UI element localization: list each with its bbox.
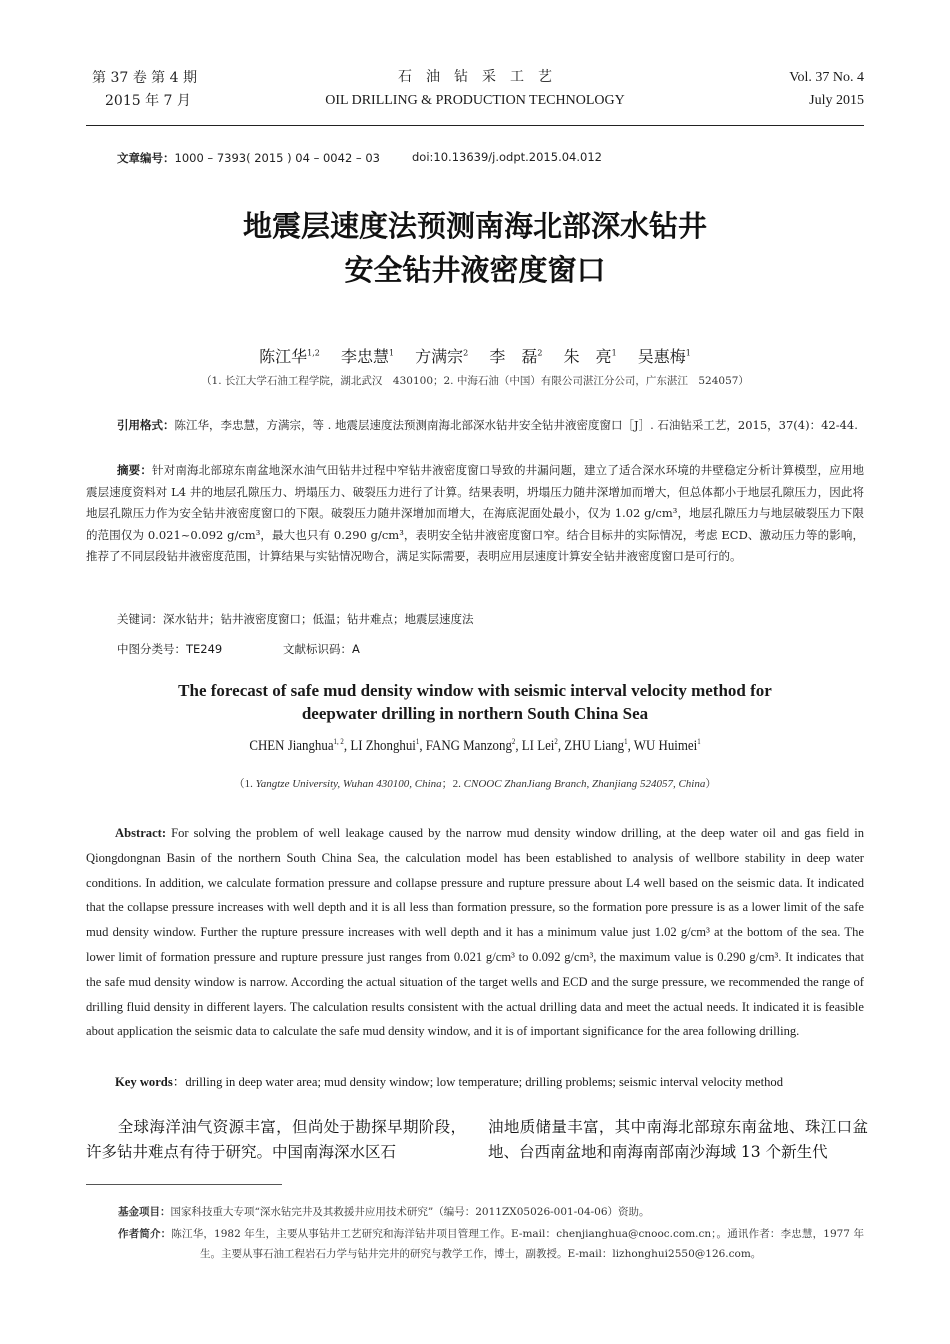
author-en: CHEN Jianghua (249, 738, 334, 754)
article-number-label: 文章编号： (117, 151, 175, 165)
abstract-cn-text: 针对南海北部琼东南盆地深水油气田钻井过程中窄钻井液密度窗口导致的井漏问题，建立了适合深水环境的井壁稳定分析计算模型，应用地震层速度资料对 L4 井的地层孔隙压力、坍塌压力、破裂压力进行了计算。结果表明，坍塌压力随井深增加而增大，但总体都小于地层孔隙压力，因此将地层孔隙压力作为安全钻井液密度窗口的下限。破裂压力随井深增加而增大，在海底泥面处最小，仅为 1.02 g/cm³，地层孔隙压力与地层破裂压力下限的范围仅为 0.021~0.092 g/cm³，最大也只有 0.290 g/cm³，表明安全钻井液密度窗口窄。结合目标井的实际情况，考虑 ECD、激动压力等的影响，推荐了不同层段钻井液密度范围，计算结果与实钻情况吻合，满足实际需要，表明应用层速度计算安全钻井液密度窗口是可行的。 (86, 463, 864, 563)
author-en: LI Zhonghui (350, 738, 416, 754)
header-journal-name-en: OIL DRILLING & PRODUCTION TECHNOLOGY (325, 93, 625, 108)
header-date-en: July 2015 (809, 93, 864, 108)
author-cn: 方满宗 (415, 347, 464, 366)
keywords-en-label: Key words (115, 1075, 173, 1089)
clc-label: 中图分类号： (117, 642, 186, 656)
author-cn: 李忠慧 (340, 347, 389, 366)
article-number-value: 1000 – 7393( 2015 ) 04 – 0042 – 03 (174, 151, 380, 165)
author-affiliation-mark: 2 (511, 737, 516, 746)
abstract-en-text: For solving the problem of well leakage caused by the narrow mud density window drilling, at the deep water oil and gas field in Qiongdongnan Basin of the northern South China Sea, the calculation model has been established to analysis of wellbore stability in deep water conditions. In addition, we calculate formation pressure and collapse pressure and rupture pressure about L4 well based on the seismic data. It indicated that the collapse pressure increases with well depth and it is all less than formation pressure, so the formation pore pressure is as a lower limit of the safe mud density window. Further the rupture pressure increases with well depth and it has a minimum value just 1.02 g/cm³ at the bottom of the sea. The lower limit of formation pressure and rupture pressure just ranges from 0.021 g/cm³ to 0.092 g/cm³, the maximum value is 0.290 g/cm³. It indicates that the safe mud density window is narrow. According the actual situation of the target wells and ECD and the surge pressure, we recommended the range of drilling fluid density in different layers. The calculation results consistent with the actual drilling data and meet the actual needs. It indicated it is feasible about application the seismic data to calculate the safe mud density window, and it is of important significance for the area following drilling. (86, 826, 864, 1039)
keywords-en (86, 1072, 864, 1092)
citation-label: 引用格式： (117, 418, 175, 432)
classification-number (117, 641, 222, 657)
doi: doi:10.13639/j.odpt.2015.04.012 (412, 150, 602, 164)
document-code-label: 文献标识码： (283, 642, 352, 656)
affiliation-en-num1: 1. (244, 778, 256, 790)
abstract-en (86, 821, 864, 1044)
author-affiliation-mark: 1, 2 (333, 737, 344, 746)
abstract-cn (86, 460, 864, 568)
footnote-fund-label: 基金项目： (118, 1206, 171, 1218)
header-rule (86, 125, 864, 126)
header-volume-issue: 第 37 卷 第 4 期 (92, 70, 197, 86)
title-en-line1: The forecast of safe mud density window with seismic interval velocity method for (178, 681, 772, 700)
author-affiliation-mark: 2 (537, 348, 543, 358)
author-affiliation-mark: 2 (463, 348, 469, 358)
authors-cn (0, 344, 950, 367)
document-code (283, 641, 360, 657)
affiliation-cn: （1. 长江大学石油工程学院，湖北武汉 430100；2. 中海石油（中国）有限公司湛江分公司，广东湛江 524057） (201, 375, 749, 387)
keywords-en-sep: ： (172, 1075, 186, 1089)
affiliation-en-sep: ； (441, 778, 453, 790)
author-affiliation-mark: 1 (685, 348, 691, 358)
keywords-cn-text: 深水钻井；钻井液密度窗口；低温；钻井难点；地震层速度法 (163, 612, 474, 626)
author-en: FANG Manzong (425, 738, 512, 754)
title-cn-line1: 地震层速度法预测南海北部深水钻井 (242, 209, 707, 243)
author-affiliation-mark: 1,2 (307, 348, 320, 358)
author-en: ZHU Liang (564, 738, 625, 754)
affiliation-en (0, 775, 950, 791)
header-journal-name-cn: 石 油 钻 采 工 艺 (398, 70, 552, 85)
author-affiliation-mark: 1 (388, 348, 395, 358)
author-affiliation-mark: 2 (554, 737, 558, 746)
affiliation-en-2: CNOOC ZhanJiang Branch, Zhanjiang 524057, China (463, 778, 706, 790)
citation-text: 陈江华，李忠慧，方满宗，等 . 地震层速度法预测南海北部深水钻井安全钻井液密度窗口［J］. 石油钻采工艺，2015，37(4)：42-44. (174, 418, 858, 432)
footnote-fund-text: 国家科技重大专项“深水钻完井及其救援井应用技术研究”（编号：2011ZX05026-001-04-06）资助。 (170, 1206, 650, 1218)
author-affiliation-mark: 1 (611, 348, 617, 358)
footnote-fund (86, 1202, 864, 1222)
footnote-author-label: 作者简介： (118, 1228, 172, 1240)
header-date-cn: 2015 年 7 月 (105, 93, 191, 109)
keywords-cn-label: 关键词： (117, 612, 163, 626)
author-cn: 朱 亮 (563, 347, 612, 366)
header-volume-en: Vol. 37 No. 4 (789, 70, 864, 85)
author-affiliation-mark: 1 (415, 737, 420, 746)
author-cn: 陈江华 (259, 347, 308, 366)
footnote-author-text: 陈江华，1982 年生，主要从事钻井工艺研究和海洋钻井项目管理工作。E-mail：chenjianghua@cnooc.com.cn；。通讯作者：李忠慧，1977 年生。主要从事石油工程岩石力学与钻井完井的研究与教学工作，博士，副教授。E-mail：lizhonghui2550@126.com。 (171, 1228, 864, 1260)
author-en: WU Huimei (633, 738, 698, 754)
title-cn-line2: 安全钻井液密度窗口 (344, 253, 606, 287)
body-column-right: 油地质储量丰富，其中南海北部琼东南盆地、珠江口盆地、台西南盆地和南海南部南沙海域 13 个新生代 (488, 1118, 868, 1161)
article-number (117, 150, 380, 166)
author-affiliation-mark: 1 (697, 737, 701, 746)
clc-value: TE249 (186, 642, 223, 656)
author-en: LI Lei (521, 738, 555, 754)
authors-en: CHEN Jianghua$^{1, 2}$, LI Zhonghui$^1$, FANG Manzong$^2$, LI Lei$^2$, ZHU Liang$^1$, WU Huimei$^1$ (249, 737, 701, 754)
document-code-value: A (352, 642, 360, 656)
abstract-cn-label: 摘要： (117, 463, 153, 477)
footnote-rule (86, 1184, 282, 1185)
title-en-line2: deepwater drilling in northern South China Sea (301, 704, 649, 723)
keywords-cn (117, 611, 474, 627)
affiliation-en-num2: 2. (452, 778, 464, 790)
keywords-en-text: drilling in deep water area; mud density window; low temperature; drilling problems; seismic interval velocity method (185, 1075, 784, 1089)
footnote-author (86, 1224, 864, 1264)
body-column-left: 全球海洋油气资源丰富，但尚处于勘探早期阶段，许多钻井难点有待于研究。中国南海深水区石 (86, 1118, 466, 1161)
author-cn: 李 磊 (489, 347, 538, 366)
citation (86, 415, 864, 437)
affiliation-en-close: ） (705, 778, 717, 790)
author-affiliation-mark: 1 (624, 737, 628, 746)
affiliation-en-open: （ (233, 778, 245, 790)
affiliation-en-1: Yangtze University, Wuhan 430100, China (255, 778, 442, 790)
author-cn: 吴惠梅 (637, 347, 686, 366)
abstract-en-label: Abstract: (115, 826, 167, 840)
